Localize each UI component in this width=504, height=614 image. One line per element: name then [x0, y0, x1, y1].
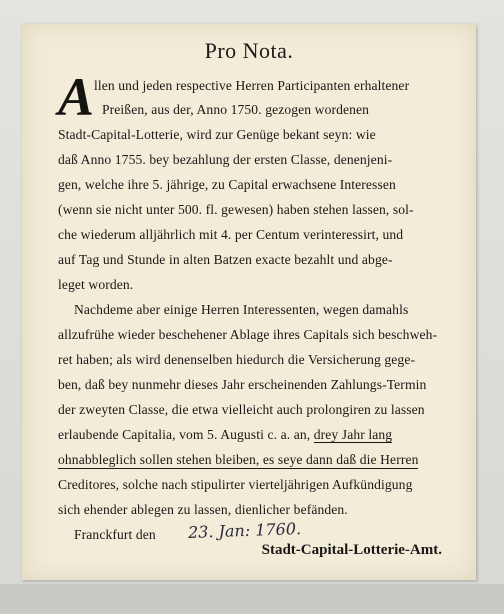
text-line-8: auf Tag und Stunde in alten Batzen exacte bezahlt und abge-: [58, 252, 393, 267]
text-line-4: daß Anno 1755. bey bezahlung der ersten Classe, denenjeni-: [58, 152, 393, 167]
document-title: Pro Nota.: [204, 38, 294, 63]
drop-cap: A: [58, 67, 95, 127]
text-line-15: [58, 427, 392, 443]
underlined-phrase: drey Jahr lang: [313, 427, 393, 442]
text-line-13: ben, daß bey nunmehr dieses Jahr erscheinenden Zahlungs-Termin: [58, 377, 427, 392]
handwritten-date: 23. Jan: 1760.: [187, 519, 302, 542]
text-line-5: gen, welche ihre 5. jährige, zu Capital erwachsene Interessen: [58, 177, 396, 192]
text-line-6: (wenn sie nicht unter 500. fl. gewesen) haben stehen lassen, sol-: [58, 202, 414, 217]
text-line-3: Stadt-Capital-Lotterie, wird zur Genüge bekant seyn: wie: [58, 127, 376, 142]
text-line-1: llen und jeden respective Herren Participanten erhaltener: [94, 78, 410, 93]
text-line-2: Preißen, aus der, Anno 1750. gezogen wordenen: [102, 102, 370, 117]
text-line-12: ret haben; als wird denenselben hiedurch die Versicherung gege-: [58, 352, 416, 367]
document-sheet: [22, 24, 476, 580]
text-line-7: che wiederum alljährlich mit 4. per Centum verinteressirt, und: [58, 227, 404, 242]
text-line-11: allzufrühe wieder beschehener Ablage ihres Capitals sich beschweh-: [58, 327, 438, 342]
date-line-label: Franckfurt den: [74, 527, 156, 542]
text-line-17: Creditores, solche nach stipulirter vierteljährigen Aufkündigung: [58, 477, 413, 492]
text-line-14: der zweyten Classe, die etwa vielleicht auch prolongiren zu lassen: [58, 402, 425, 417]
text-line-9: leget worden.: [58, 277, 134, 292]
text-line-18: sich ehender ablegen zu lassen, dienlicher befänden.: [58, 502, 348, 517]
text-line-16: ohnabbleglich sollen stehen bleiben, es seye dann daß die Herren: [58, 452, 419, 467]
issuer-office: Stadt-Capital-Lotterie-Amt.: [261, 542, 442, 558]
text-line-10: Nachdeme aber einige Herren Interessenten, wegen damahls: [74, 302, 409, 317]
scan-bottom-edge: [0, 584, 504, 614]
text-line-15-lead: erlaubende Capitalia, vom 5. Augusti c. a. an,: [58, 427, 311, 442]
